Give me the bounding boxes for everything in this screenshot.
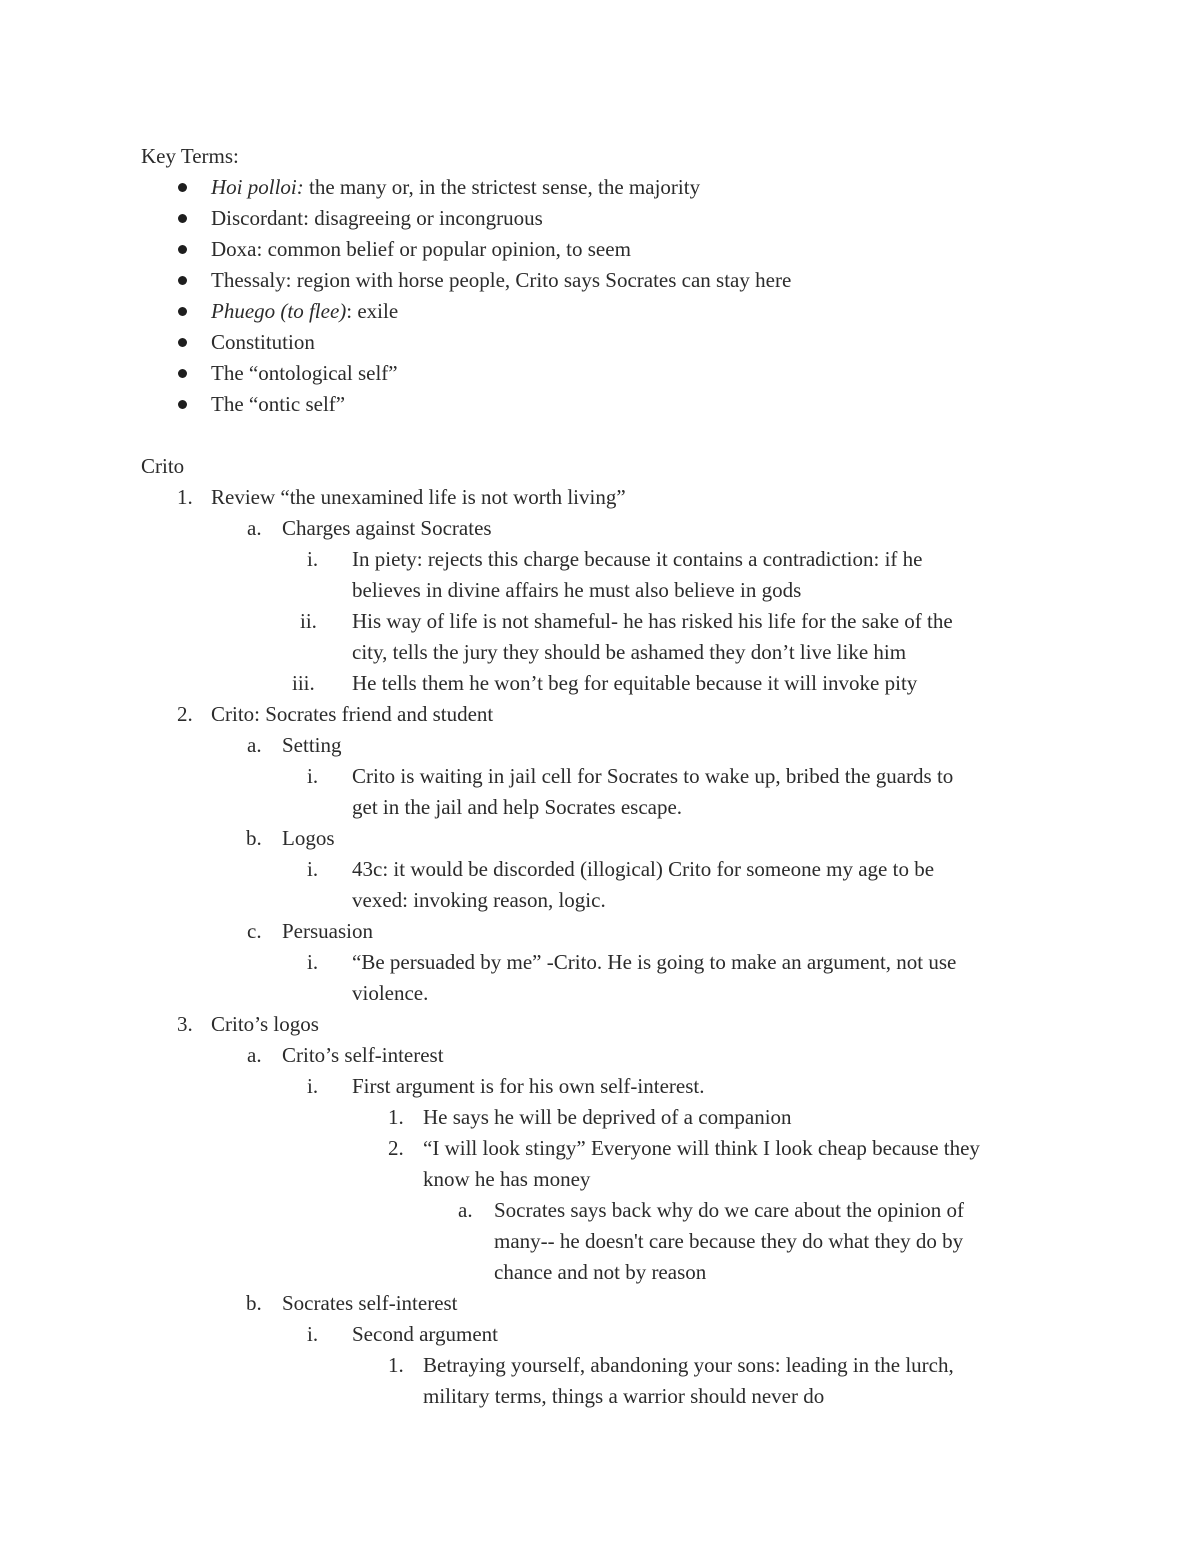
outline-line: His way of life is not shameful- he has risked his life for the sake of the bbox=[352, 609, 953, 633]
list-marker: c. bbox=[247, 919, 262, 943]
list-marker: i. bbox=[307, 857, 319, 881]
list-marker: a. bbox=[247, 733, 262, 757]
key-term-item bbox=[211, 172, 700, 203]
bullet-icon bbox=[178, 276, 187, 285]
bullet-icon bbox=[178, 214, 187, 223]
outline-item: Crito: Socrates friend and student bbox=[211, 702, 494, 726]
list-marker: a. bbox=[247, 516, 262, 540]
outline-item: Charges against Socrates bbox=[282, 516, 492, 540]
list-marker: i. bbox=[307, 764, 319, 788]
outline-item: Setting bbox=[282, 733, 342, 757]
key-term-item: Thessaly: region with horse people, Crito says Socrates can stay here bbox=[211, 268, 792, 292]
outline-item: Crito’s self-interest bbox=[282, 1043, 444, 1067]
list-marker: iii. bbox=[292, 671, 315, 695]
outline-item: Logos bbox=[282, 826, 335, 850]
list-marker: 1. bbox=[177, 485, 193, 509]
bullet-icon bbox=[178, 307, 187, 316]
key-term-item: Constitution bbox=[211, 330, 315, 354]
bullet-icon bbox=[178, 338, 187, 347]
bullet-icon bbox=[178, 400, 187, 409]
outline-line: know he has money bbox=[423, 1167, 591, 1191]
list-marker: 2. bbox=[388, 1136, 404, 1160]
key-term-item: The “ontological self” bbox=[211, 361, 398, 385]
key-term-item: Discordant: disagreeing or incongruous bbox=[211, 206, 543, 230]
list-marker: b. bbox=[246, 1291, 262, 1315]
outline-line: 43c: it would be discorded (illogical) Crito for someone my age to be bbox=[352, 857, 935, 881]
list-marker: ii. bbox=[300, 609, 317, 633]
list-marker: 1. bbox=[388, 1353, 404, 1377]
outline-line: get in the jail and help Socrates escape. bbox=[352, 795, 683, 819]
list-marker: i. bbox=[307, 1074, 319, 1098]
key-term-name: Hoi polloi: bbox=[211, 175, 304, 199]
bullet-icon bbox=[178, 183, 187, 192]
key-term-definition: the many or, in the strictest sense, the majority bbox=[303, 175, 701, 199]
list-marker: i. bbox=[307, 547, 319, 571]
outline-line: He tells them he won’t beg for equitable because it will invoke pity bbox=[352, 671, 918, 695]
bullet-icon bbox=[178, 245, 187, 254]
outline-line: He says he will be deprived of a companion bbox=[423, 1105, 792, 1129]
list-marker: 1. bbox=[388, 1105, 404, 1129]
outline-line: Socrates says back why do we care about the opinion of bbox=[494, 1198, 965, 1222]
list-marker: a. bbox=[247, 1043, 262, 1067]
list-marker: 3. bbox=[177, 1012, 193, 1036]
outline-line: violence. bbox=[352, 981, 429, 1005]
outline-line: In piety: rejects this charge because it contains a contradiction: if he bbox=[352, 547, 923, 571]
outline-line: First argument is for his own self-interest. bbox=[352, 1074, 705, 1098]
list-marker: i. bbox=[307, 950, 319, 974]
outline-line: Second argument bbox=[352, 1322, 498, 1346]
outline-line: “I will look stingy” Everyone will think I look cheap because they bbox=[423, 1136, 980, 1160]
key-terms-heading: Key Terms: bbox=[141, 144, 239, 168]
list-marker: b. bbox=[246, 826, 262, 850]
list-marker: i. bbox=[307, 1322, 319, 1346]
key-term-item: The “ontic self” bbox=[211, 392, 346, 416]
key-term-item bbox=[211, 296, 398, 327]
outline-line: believes in divine affairs he must also believe in gods bbox=[352, 578, 802, 602]
outline-line: vexed: invoking reason, logic. bbox=[352, 888, 606, 912]
outline-line: many-- he doesn't care because they do what they do by bbox=[494, 1229, 964, 1253]
key-term-name: Phuego (to flee) bbox=[211, 299, 347, 323]
outline-line: Crito is waiting in jail cell for Socrates to wake up, bribed the guards to bbox=[352, 764, 954, 788]
outline-item: Socrates self-interest bbox=[282, 1291, 458, 1315]
key-term-definition: : exile bbox=[346, 299, 399, 323]
outline-line: Betraying yourself, abandoning your sons: leading in the lurch, bbox=[423, 1353, 954, 1377]
bullet-icon bbox=[178, 369, 187, 378]
outline-item: Crito’s logos bbox=[211, 1012, 319, 1036]
list-marker: a. bbox=[458, 1198, 473, 1222]
outline-item: Persuasion bbox=[282, 919, 373, 943]
outline-line: military terms, things a warrior should never do bbox=[423, 1384, 825, 1408]
outline-item: Review “the unexamined life is not worth living” bbox=[211, 485, 626, 509]
crito-heading: Crito bbox=[141, 454, 185, 478]
key-term-item: Doxa: common belief or popular opinion, to seem bbox=[211, 237, 631, 261]
outline-line: city, tells the jury they should be ashamed they don’t live like him bbox=[352, 640, 907, 664]
outline-line: chance and not by reason bbox=[494, 1260, 707, 1284]
list-marker: 2. bbox=[177, 702, 193, 726]
outline-line: “Be persuaded by me” -Crito. He is going to make an argument, not use bbox=[352, 950, 957, 974]
